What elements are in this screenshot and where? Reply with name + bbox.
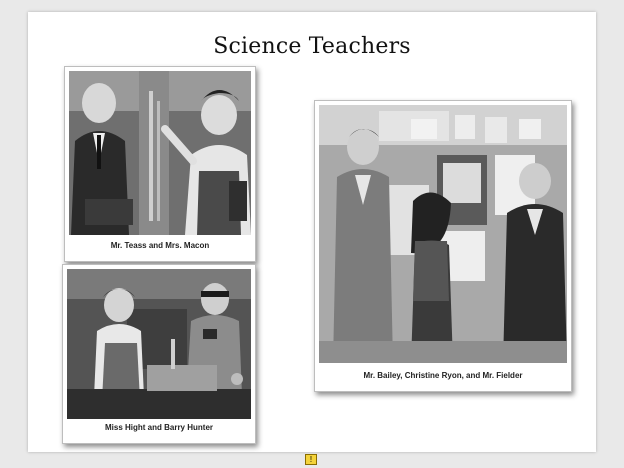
- slide: [28, 12, 596, 452]
- photo-bailey-ryon-fielder[interactable]: [314, 100, 572, 392]
- photo-caption: Mr. Bailey, Christine Ryon, and Mr. Fielder: [363, 371, 523, 380]
- photo-image: [69, 71, 251, 235]
- photo-image: [319, 105, 567, 363]
- warning-icon[interactable]: !: [305, 454, 317, 465]
- photo-caption: Miss Hight and Barry Hunter: [104, 423, 213, 432]
- slide-title: Science Teachers: [213, 34, 411, 59]
- photo-caption: Mr. Teass and Mrs. Macon: [110, 241, 210, 250]
- photo-image: [67, 269, 251, 419]
- photo-teass-macon[interactable]: [64, 66, 256, 262]
- photo-hight-hunter[interactable]: [62, 264, 256, 444]
